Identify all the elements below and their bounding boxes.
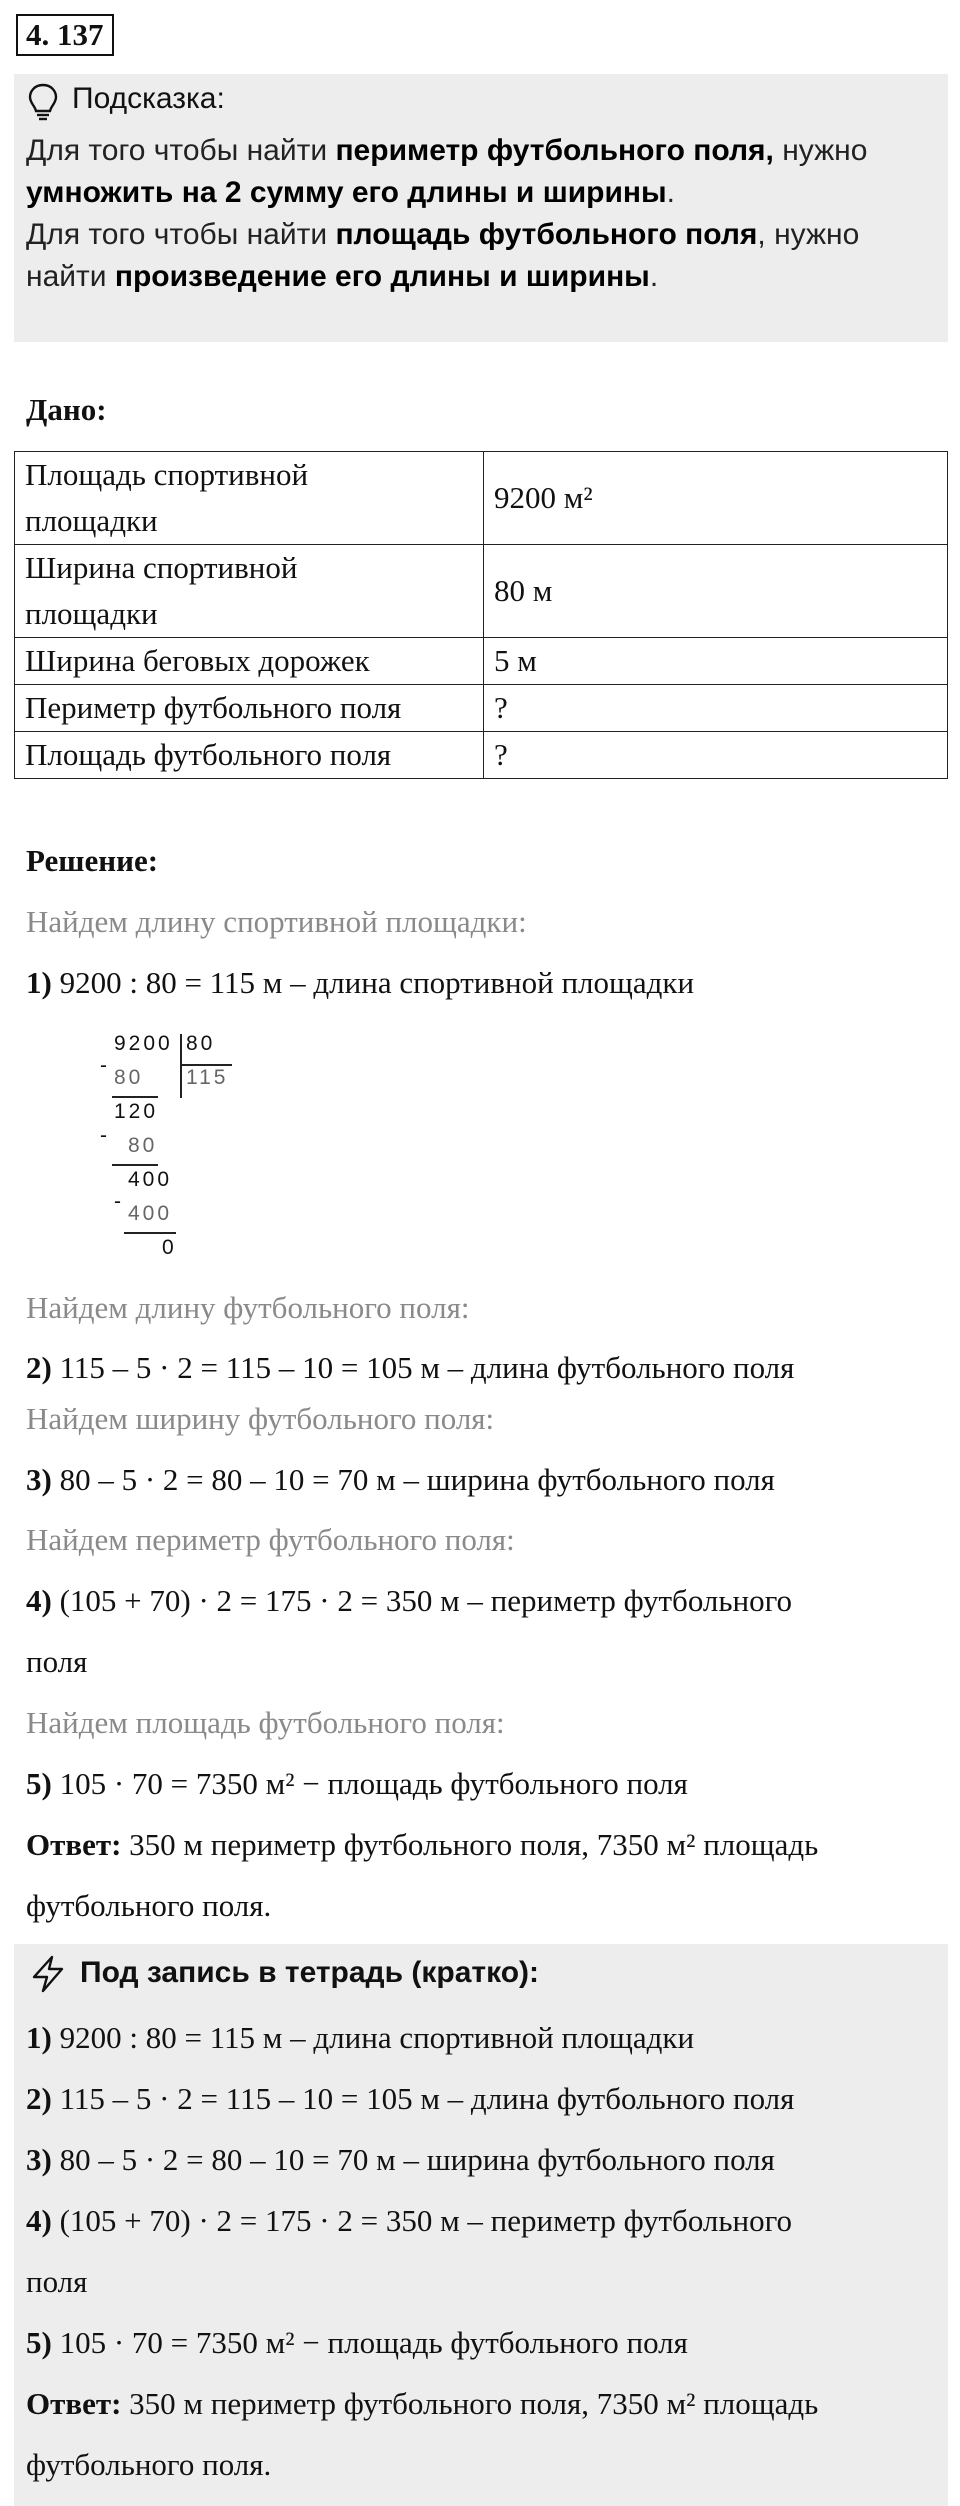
hint-text-part: , нужно <box>757 218 860 251</box>
step-text: 105 · 70 = 7350 м² − площадь футбольного поля <box>51 2325 688 2360</box>
step-text: 9200 : 80 = 115 м – длина спортивной площадки <box>51 2020 695 2055</box>
step3 <box>26 1462 775 1498</box>
subtrahend: 400 <box>128 1202 173 1225</box>
step4 <box>26 1583 792 1619</box>
table-row <box>15 452 948 545</box>
lightning-icon <box>28 1954 68 1994</box>
hint-text-part: Для того чтобы найти <box>26 218 336 251</box>
remainder: 400 <box>128 1168 173 1191</box>
answer <box>26 1827 818 1863</box>
table-cell-label <box>15 545 484 638</box>
table-cell-label: Периметр футбольного поля <box>15 685 484 732</box>
minus-sign: - <box>114 1190 124 1213</box>
step-number: 1) <box>26 2020 52 2055</box>
step-text: 105 · 70 = 7350 м² − площадь футбольного поля <box>51 1766 688 1801</box>
step-number: 5) <box>26 2325 52 2360</box>
hint-box <box>14 74 948 342</box>
given-table <box>14 451 948 779</box>
label-line: площадки <box>25 503 158 538</box>
hint-emphasis: умножить на 2 сумму его длины и ширины <box>26 176 667 209</box>
table-cell-value: ? <box>484 685 948 732</box>
step4-continued: поля <box>26 1644 88 1679</box>
step-text: 80 – 5 · 2 = 80 – 10 = 70 м – ширина футбольного поля <box>51 2142 775 2177</box>
table-row <box>15 545 948 638</box>
step-text: 80 – 5 · 2 = 80 – 10 = 70 м – ширина футбольного поля <box>51 1462 775 1497</box>
step1-note: Найдем длину спортивной площадки: <box>26 904 527 939</box>
step1 <box>26 965 694 1001</box>
step4-note: Найдем периметр футбольного поля: <box>26 1522 515 1557</box>
underline <box>112 1164 158 1166</box>
hint-emphasis: произведение его длины и ширины <box>114 260 650 293</box>
step-text: (105 + 70) · 2 = 175 · 2 = 350 м – периметр футбольного <box>51 1583 793 1618</box>
note-row <box>26 2142 775 2178</box>
step-number: 2) <box>26 1350 52 1385</box>
answer-label: Ответ: <box>26 1827 122 1862</box>
remainder: 120 <box>114 1100 159 1123</box>
note-row <box>26 2081 794 2117</box>
hint-text-part: найти <box>26 260 115 293</box>
answer-text: 350 м периметр футбольного поля, 7350 м² площадь <box>121 2386 819 2421</box>
underline <box>124 1232 176 1234</box>
note-row <box>26 2325 688 2361</box>
step-number: 4) <box>26 1583 52 1618</box>
remainder: 0 <box>162 1236 177 1259</box>
long-division <box>100 1032 260 1262</box>
answer-label: Ответ: <box>26 2386 122 2421</box>
underline <box>112 1096 158 1098</box>
step3-note: Найдем ширину футбольного поля: <box>26 1401 495 1436</box>
step-number: 3) <box>26 1462 52 1497</box>
table-cell-value: 5 м <box>484 638 948 685</box>
hint-text-part: нужно <box>773 134 868 167</box>
table-cell-label: Площадь футбольного поля <box>15 732 484 779</box>
divisor: 80 <box>186 1032 216 1055</box>
label-line: Площадь спортивной <box>25 457 309 492</box>
note-row <box>26 2020 694 2056</box>
table-row <box>15 685 948 732</box>
step-number: 2) <box>26 2081 52 2116</box>
quotient: 115 <box>186 1066 229 1089</box>
hint-text-part: Для того чтобы найти <box>26 134 336 167</box>
step-number: 1) <box>26 965 52 1000</box>
hint-text <box>26 130 936 298</box>
minus-sign: - <box>100 1054 110 1077</box>
step2 <box>26 1350 794 1386</box>
note-row <box>26 2203 792 2239</box>
minus-sign: - <box>100 1124 110 1147</box>
division-vertical-line <box>180 1034 182 1098</box>
notes-answer <box>26 2386 818 2422</box>
label-line: площадки <box>25 596 158 631</box>
step-number: 4) <box>26 2203 52 2238</box>
table-cell-label: Ширина беговых дорожек <box>15 638 484 685</box>
table-cell-value: 80 м <box>484 545 948 638</box>
notes-title: Под запись в тетрадь (кратко): <box>80 1956 540 1989</box>
label-line: Ширина спортивной <box>25 550 298 585</box>
table-cell-value: 9200 м² <box>484 452 948 545</box>
given-heading: Дано: <box>26 392 107 427</box>
hint-text-part: . <box>666 176 675 209</box>
step-text: 115 – 5 · 2 = 115 – 10 = 105 м – длина футбольного поля <box>51 1350 795 1385</box>
hint-emphasis: площадь футбольного поля <box>335 218 758 251</box>
step-number: 3) <box>26 2142 52 2177</box>
task-number: 4. 137 <box>16 14 114 56</box>
step-text: 115 – 5 · 2 = 115 – 10 = 105 м – длина футбольного поля <box>51 2081 795 2116</box>
step-number: 5) <box>26 1766 52 1801</box>
notes-answer-continued: футбольного поля. <box>26 2447 272 2482</box>
step5 <box>26 1766 688 1802</box>
notes-box <box>14 1944 948 2506</box>
solution-heading: Решение: <box>26 843 159 878</box>
table-row <box>15 638 948 685</box>
note-row-continued: поля <box>26 2264 88 2299</box>
hint-emphasis: периметр футбольного поля, <box>335 134 774 167</box>
subtrahend: 80 <box>128 1134 158 1157</box>
table-row <box>15 732 948 779</box>
step-text: 9200 : 80 = 115 м – длина спортивной площадки <box>51 965 695 1000</box>
answer-continued: футбольного поля. <box>26 1888 272 1923</box>
answer-text: 350 м периметр футбольного поля, 7350 м² площадь <box>121 1827 819 1862</box>
subtrahend: 80 <box>114 1066 144 1089</box>
dividend: 9200 <box>114 1032 173 1055</box>
hint-title: Подсказка: <box>72 82 225 115</box>
hint-text-part: . <box>649 260 659 293</box>
step-text: (105 + 70) · 2 = 175 · 2 = 350 м – периметр футбольного <box>51 2203 793 2238</box>
lightbulb-icon <box>26 82 60 122</box>
table-cell-label <box>15 452 484 545</box>
step5-note: Найдем площадь футбольного поля: <box>26 1705 505 1740</box>
table-cell-value: ? <box>484 732 948 779</box>
step2-note: Найдем длину футбольного поля: <box>26 1290 470 1325</box>
